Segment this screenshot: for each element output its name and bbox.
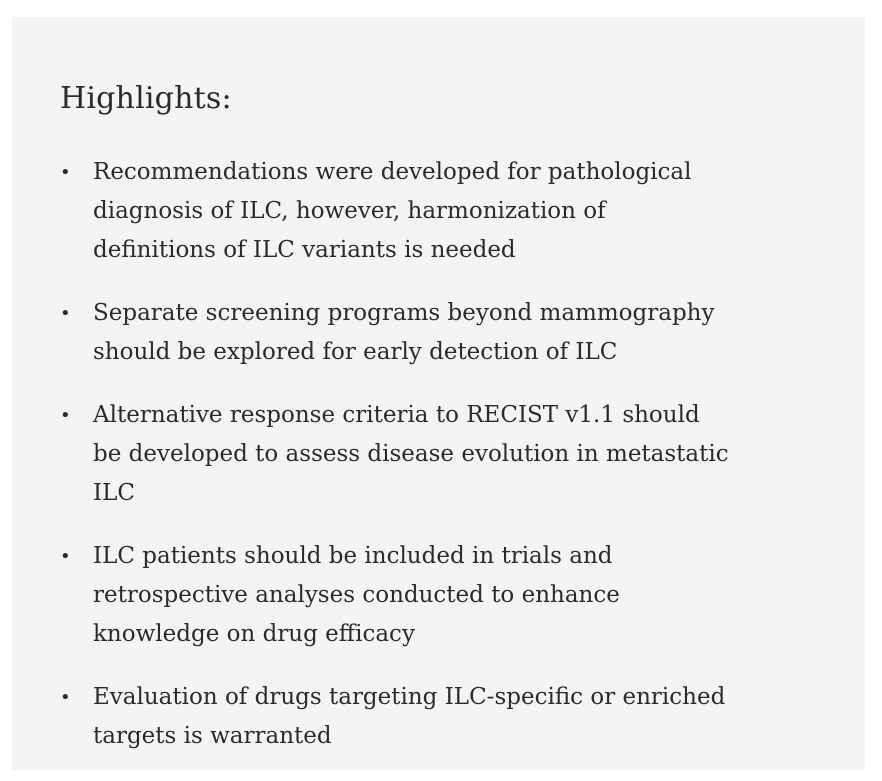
bullet-icon: • bbox=[60, 405, 71, 426]
bullet-icon: • bbox=[60, 303, 71, 324]
highlight-item bbox=[60, 678, 733, 756]
highlight-text: Recommendations were developed for pathological diagnosis of ILC, however, harmonization of definitions of ILC variants is needed bbox=[93, 159, 692, 263]
bullet-icon: • bbox=[60, 546, 71, 567]
bullet-icon: • bbox=[60, 162, 71, 183]
highlight-item bbox=[60, 396, 733, 513]
highlights-title: Highlights: bbox=[60, 81, 232, 116]
highlight-text: Separate screening programs beyond mammography should be explored for early detection of ILC bbox=[93, 300, 715, 365]
highlight-item bbox=[60, 153, 733, 270]
highlights-list bbox=[60, 153, 817, 756]
highlight-text: ILC patients should be included in trials and retrospective analyses conducted to enhance knowledge on drug efficacy bbox=[93, 543, 620, 647]
highlight-item bbox=[60, 294, 733, 372]
highlight-text: Alternative response criteria to RECIST v1.1 should be developed to assess disease evolution in metastatic ILC bbox=[93, 402, 729, 506]
highlights-box bbox=[12, 17, 865, 770]
bullet-icon: • bbox=[60, 687, 71, 708]
highlight-item bbox=[60, 537, 733, 654]
highlight-text: Evaluation of drugs targeting ILC-specific or enriched targets is warranted bbox=[93, 684, 726, 749]
